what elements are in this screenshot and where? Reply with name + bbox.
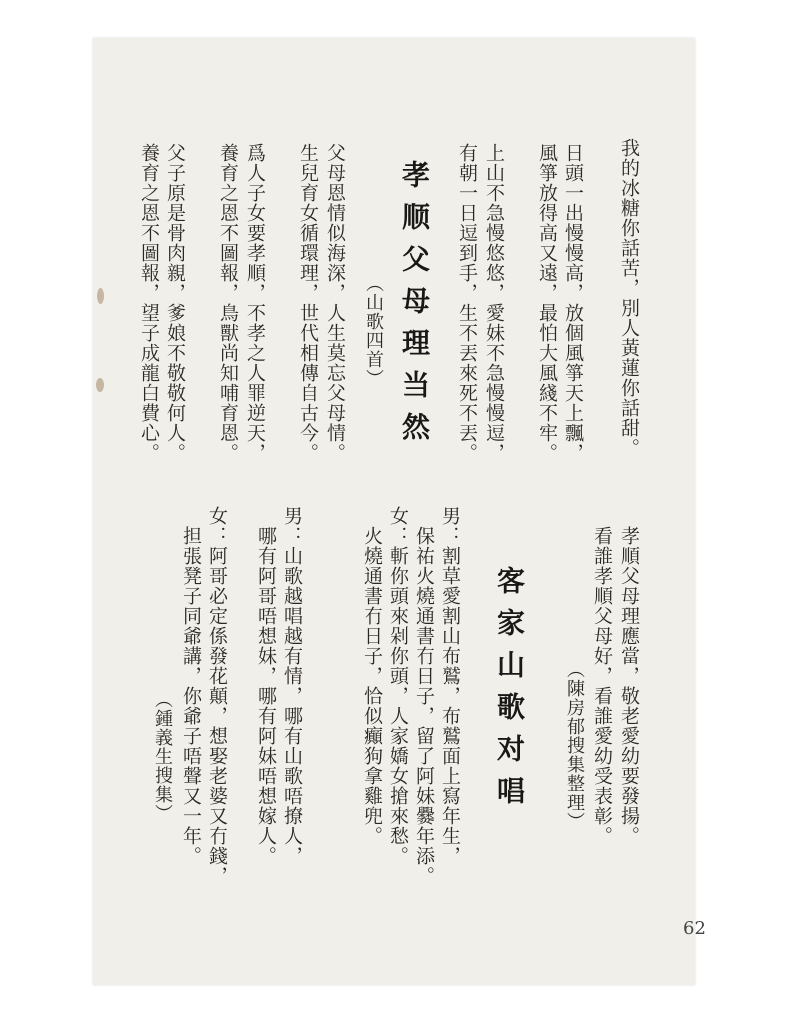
collector-credit: （陳房郁搜集整理）: [564, 660, 585, 831]
collector-credit: （鍾義生搜集）: [152, 690, 173, 823]
verse-line: 我的冰糖你話苦，別人黃蓮你話甜。: [618, 138, 640, 458]
section-title: 孝顺父母理当然: [398, 160, 431, 454]
dialogue-line: 担張凳子同爺講，你爺子唔聲又一年。: [180, 526, 202, 866]
page-stain: [96, 378, 104, 392]
verse-line: 父母恩情似海深，人生莫忘父母情。: [324, 143, 346, 463]
verse-line: 孝順父母理應當，敬老愛幼要發揚。: [618, 526, 640, 846]
verse-line: 養育之恩不圖報，鳥獸尚知哺育恩。: [217, 143, 239, 463]
verse-line: 上山不急慢悠悠，愛妹不急慢慢逗，: [483, 143, 505, 463]
page-number: 62: [683, 918, 706, 939]
verse-line: 有朝一日逗到手，生不丟來死不丟。: [456, 143, 478, 463]
dialogue-line: 女：阿哥必定係發花顛，想娶老婆又冇錢，: [206, 506, 228, 886]
section-subtitle: （山歌四首）: [363, 274, 384, 388]
dialogue-line: 女：斬你頭來剁你頭，人家嬌女搶來愁。: [387, 506, 409, 866]
verse-line: 父子原是骨肉親，爹娘不敬敬何人。: [164, 143, 186, 463]
verse-line: 日頭一出慢慢高，放個風箏天上飄，: [562, 143, 584, 463]
verse-line: 生兒育女循環理，世代相傳自古今。: [297, 143, 319, 463]
dialogue-line: 男：割草愛割山布鷲，布鷲面上寫年生，: [439, 506, 461, 866]
verse-line: 看誰孝順父母好，看誰愛幼受表彰。: [591, 526, 613, 846]
section-title: 客家山歌对唱: [493, 566, 526, 818]
verse-line: 爲人子女要孝順，不孝之人罪逆天，: [244, 143, 266, 463]
verse-line: 養育之恩不圖報，望子成龍白費心。: [138, 143, 160, 463]
book-page: [93, 38, 706, 985]
dialogue-line: 保祐火燒通書冇日子，留了阿妹爨年添。: [413, 526, 435, 886]
page-stain: [97, 288, 104, 304]
dialogue-line: 男：山歌越唱越有情，哪有山歌唔撩人，: [281, 506, 303, 866]
verse-line: 風箏放得高又遠，最怕大風綫不牢。: [536, 143, 558, 463]
dialogue-line: 哪有阿哥唔想妹，哪有阿妹唔想嫁人。: [255, 526, 277, 866]
dialogue-line: 火燒通書冇日子，恰似癲狗拿雞兜。: [361, 526, 383, 846]
